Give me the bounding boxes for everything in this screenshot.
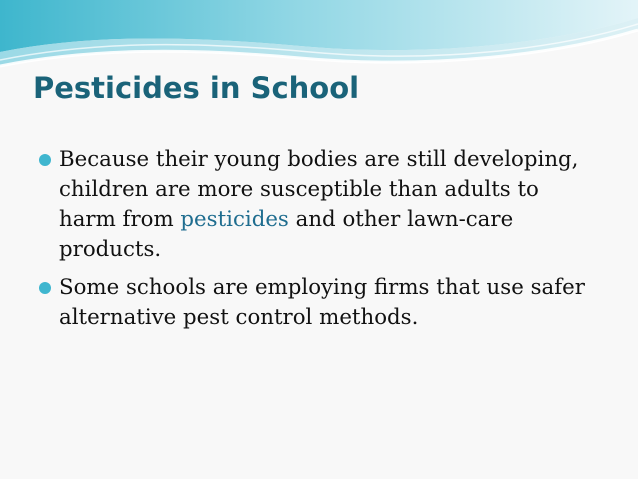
pesticides-link[interactable]: pesticides <box>180 207 289 232</box>
slide-title: Pesticides in School <box>33 71 360 105</box>
bullet-dot-icon <box>39 282 51 294</box>
bullet-text: Because their young bodies are still developing, children are more susceptible than adults to harm from <box>59 147 579 232</box>
bullet-text: Some schools are employing firms that use safer alternative pest control methods. <box>59 275 585 330</box>
bullet-text-after: and other lawn-care products. <box>59 207 514 262</box>
bullet-dot-icon <box>39 154 51 166</box>
bullet-item <box>38 145 598 265</box>
bullet-list <box>38 145 598 341</box>
bullet-item <box>38 273 598 333</box>
